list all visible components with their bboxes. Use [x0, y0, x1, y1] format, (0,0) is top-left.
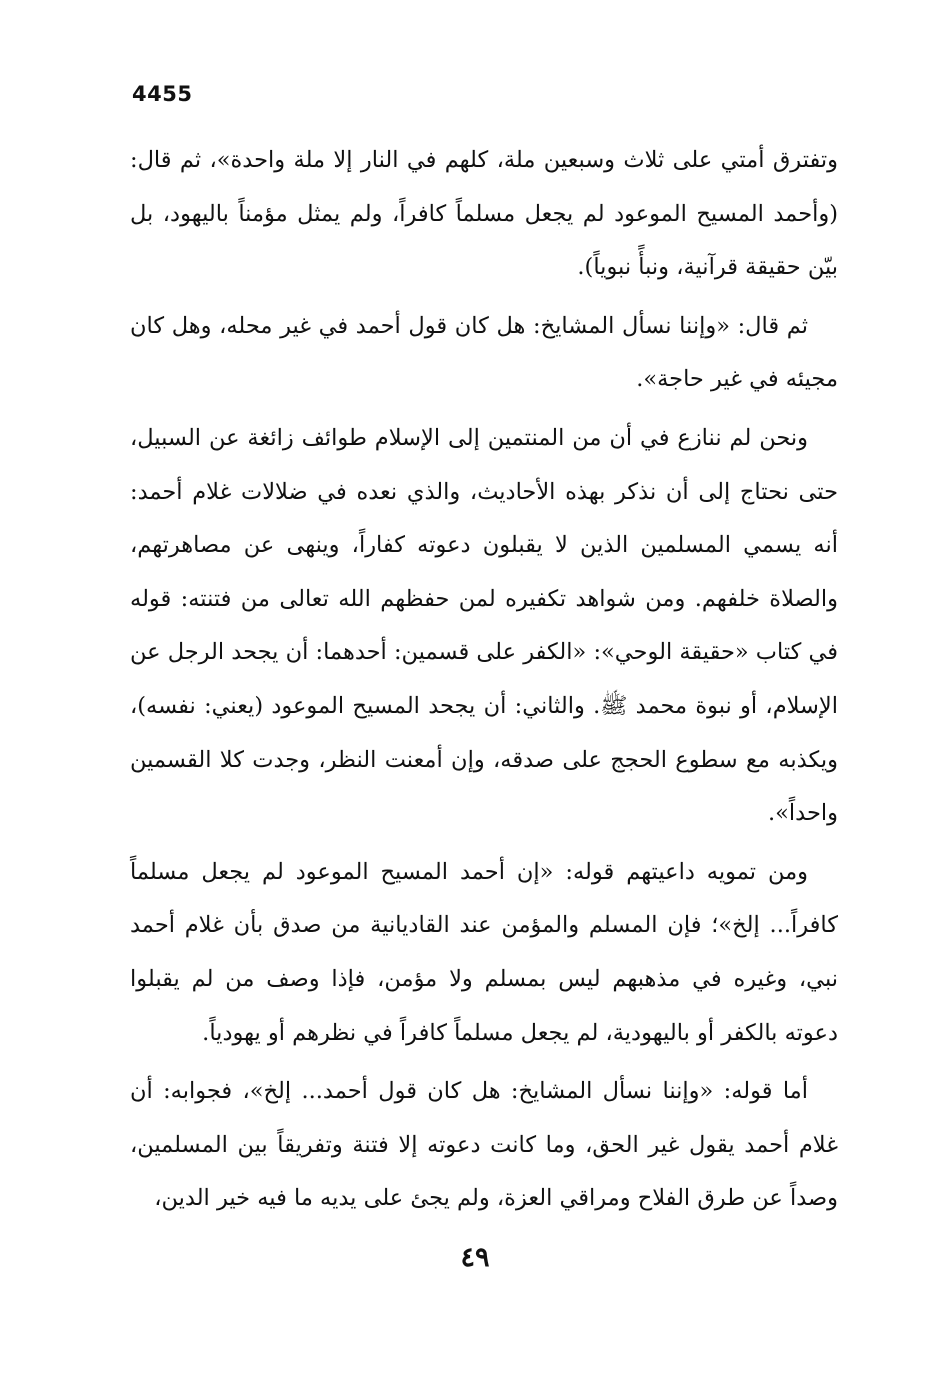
page-number: ٤٩ — [460, 1242, 490, 1273]
page-id: 4455 — [132, 82, 193, 106]
paragraph: ثم قال: «وإننا نسأل المشايخ: هل كان قول أحمد في غير محله، وهل كان مجيئه في غير حاجة». — [130, 312, 838, 393]
paragraph: ونحن لم ننازع في أن من المنتمين إلى الإسلام طوائف زائغة عن السبيل، حتى نحتاج إلى أن نذكر بهذه الأحاديث، والذي نعده في ضلالات غلام أحمد: أنه يسمي المسلمين الذين لا يقبلون دعوته كفاراً، وينهى عن مصاهرتهم، والصلاة خلفهم. ومن شواهد تكفيره لمن حفظهم الله تعالى من فتنته: قوله في كتاب «حقيقة الوحي»: «الكفر على قسمين: أحدهما: أن يجحد الرجل عن الإسلام، أو نبوة محمد ﷺ. والثاني: أن يجحد المسيح الموعود (يعني: نفسه)، ويكذبه مع سطوع الحجج على صدقه، وإن أمعنت النظر، وجدت كلا القسمين واحداً». — [129, 424, 838, 827]
body-text — [130, 134, 838, 1231]
paragraph: أما قوله: «وإننا نسأل المشايخ: هل كان قول أحمد... إلخ»، فجوابه: أن غلام أحمد يقول غير الحق، وما كانت دعوته إلا فتنة وتفريقاً بين المسلمين، وصداً عن طرق الفلاح ومراقي العزة، ولم يجئ على يديه ما فيه خير الدين، — [130, 1078, 838, 1212]
paragraph: ومن تمويه داعيتهم قوله: «إن أحمد المسيح الموعود لم يجعل مسلماً كافراً... إلخ»؛ فإن المسلم والمؤمن عند القاديانية من صدق بأن غلام أحمد نبي، وغيره في مذهبهم ليس بمسلم ولا مؤمن، فإذا وصف من لم يقبلوا دعوته بالكفر أو باليهودية، لم يجعل مسلماً كافراً في نظرهم أو يهودياً. — [130, 858, 838, 1046]
paragraph: وتفترق أمتي على ثلاث وسبعين ملة، كلهم في النار إلا ملة واحدة»، ثم قال: (وأحمد المسيح الموعود لم يجعل مسلماً كافراً، ولم يمثل مؤمناً باليهود، بل بيّن حقيقة قرآنية، ونبأً نبوياً). — [130, 147, 838, 281]
